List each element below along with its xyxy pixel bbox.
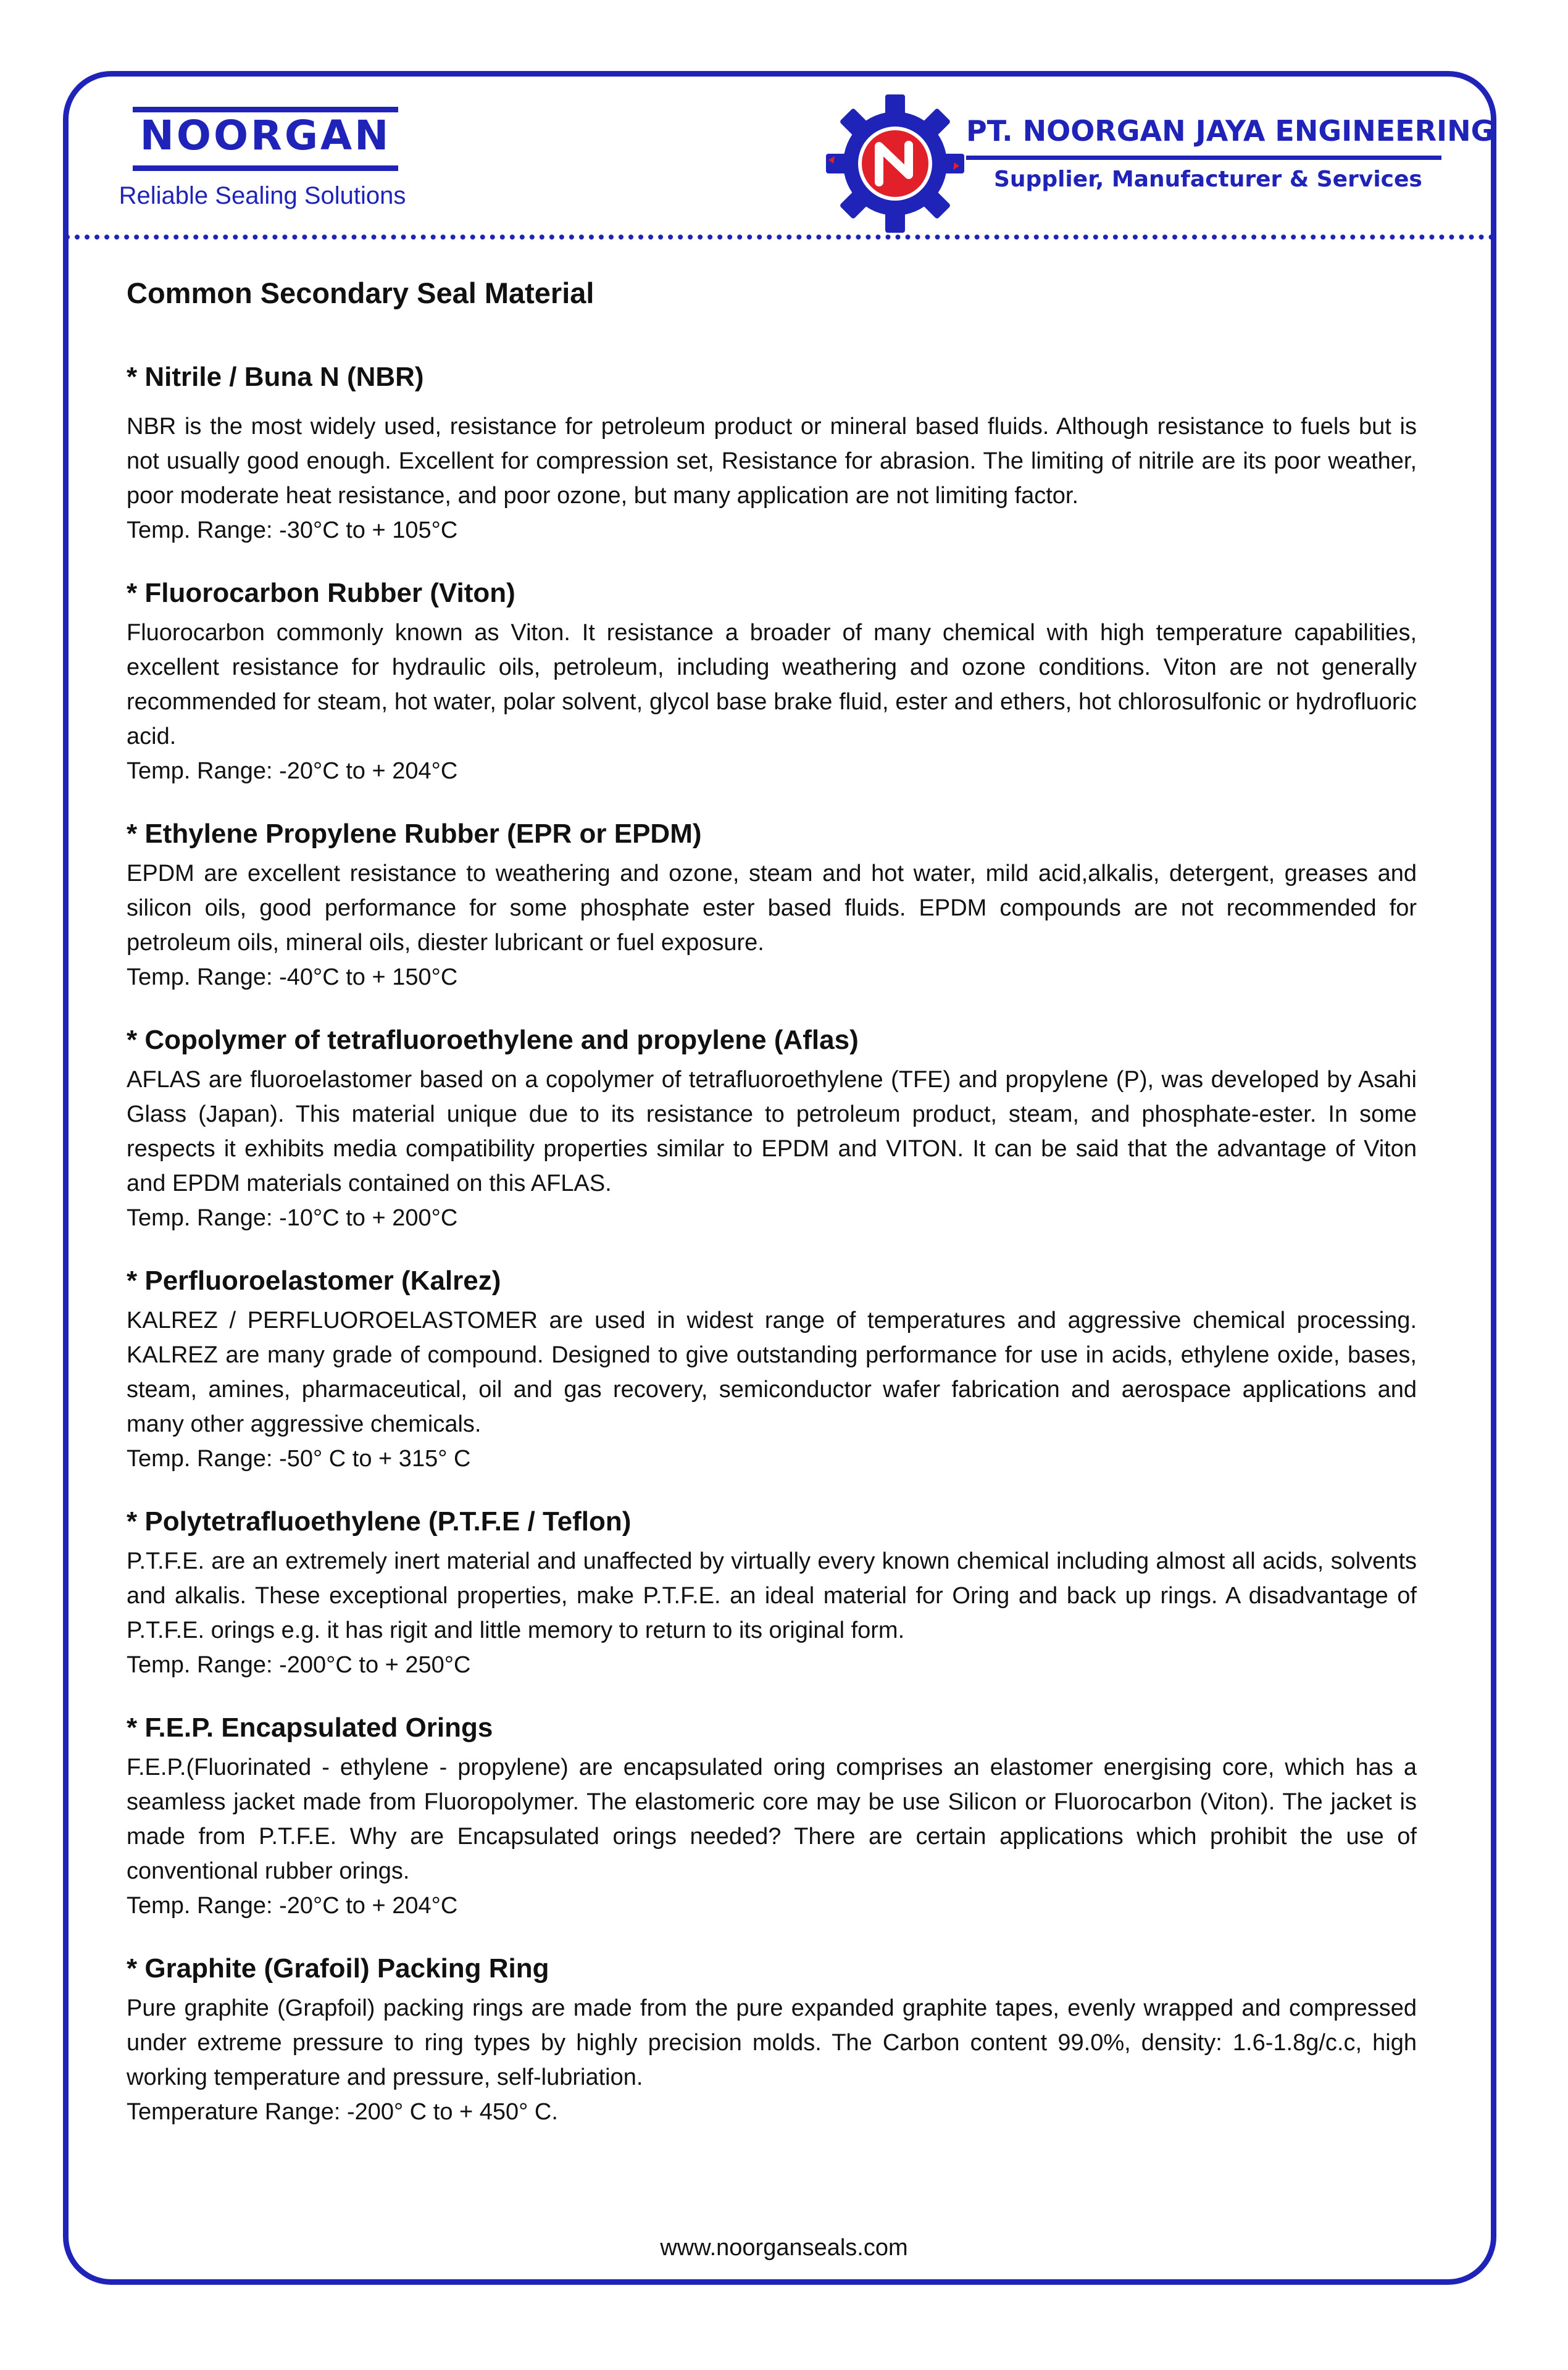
section-nbr — [127, 355, 1417, 548]
section-epdm — [127, 812, 1417, 995]
section-temp-range: Temp. Range: -20°C to + 204°C — [127, 758, 458, 784]
section-body: F.E.P.(Fluorinated - ethylene - propylene) are encapsulated oring comprises an elastomer energising core, which has a seamless jacket made from Fluoropolymer. The elastomeric core may be use Silicon or Fluorocarbon (Viton). The jacket is made from P.T.F.E. Why are Encapsulated orings needed? There are certain applications which prohibit the use of conventional rubber orings. — [127, 1755, 1417, 1884]
section-heading: * Graphite (Grafoil) Packing Ring — [127, 1953, 549, 1984]
section-heading: * Nitrile / Buna N (NBR) — [127, 362, 424, 392]
section-body: Fluorocarbon commonly known as Viton. It resistance a broader of many chemical with high temperature capabilities, excellent resistance for hydraulic oils, petroleum, including weathering and ozone conditions. Viton are not generally recommended for steam, hot water, polar solvent, glycol base brake fluid, ester and ethers, hot chlorosulfonic or hydrofluoric acid. — [127, 620, 1417, 749]
section-body: KALREZ / PERFLUOROELASTOMER are used in widest range of temperatures and aggressive chemical processing. KALREZ are many grade of compound. Designed to give outstanding performance for use in acids, ethylene oxide, bases, steam, amines, pharmaceutical, oil and gas recovery, semiconductor wafer fabrication and aerospace applications and many other aggressive chemicals. — [127, 1308, 1417, 1437]
section-temp-range: Temperature Range: -200° C to + 450° C. — [127, 2099, 558, 2125]
logo-wordmark: NOORGAN — [140, 112, 391, 159]
noorgan-logo — [108, 102, 417, 219]
section-ptfe — [127, 1500, 1417, 1682]
company-name: PT. NOORGAN JAYA ENGINEERING — [966, 114, 1495, 148]
header-divider — [65, 235, 1495, 240]
logo-tagline: Reliable Sealing Solutions — [119, 182, 406, 209]
section-temp-range: Temp. Range: -10°C to + 200°C — [127, 1205, 458, 1231]
section-body: Pure graphite (Grapfoil) packing rings are made from the pure expanded graphite tapes, evenly wrapped and compressed under extreme pressure to ring types by highly precision molds. The Carbon content 99.0%, density: 1.6-1.8g/c.c, high working temperature and pressure, self-lubriation. — [127, 1995, 1417, 2090]
gear-emblem-icon — [824, 93, 966, 235]
company-name-underline — [966, 156, 1441, 160]
company-tagline: Supplier, Manufacturer & Services — [994, 167, 1422, 192]
section-body: EPDM are excellent resistance to weathering and ozone, steam and hot water, mild acid,alkalis, detergent, greases and silicon oils, good performance for some phosphate ester based fluids. EPDM compounds are not recommended for petroleum oils, mineral oils, diester lubricant or fuel exposure. — [127, 861, 1417, 956]
logo-bottom-bar — [133, 165, 398, 171]
section-heading: * Perfluoroelastomer (Kalrez) — [127, 1266, 501, 1296]
section-body: P.T.F.E. are an extremely inert material and unaffected by virtually every known chemical including almost all acids, solvents and alkalis. These exceptional properties, make P.T.F.E. an ideal material for Oring and back up rings. A disadvantage of P.T.F.E. orings e.g. it has rigit and little memory to return to its original form. — [127, 1548, 1417, 1643]
section-body: AFLAS are fluoroelastomer based on a copolymer of tetrafluoroethylene (TFE) and propylene (P), was developed by Asahi Glass (Japan). This material unique due to its resistance to petroleum product, steam, and phosphate-ester. In some respects it exhibits media compatibility properties similar to EPDM and VITON. It can be said that the advantage of Viton and EPDM materials contained on this AFLAS. — [127, 1067, 1417, 1196]
section-temp-range: Temp. Range: -40°C to + 150°C — [127, 964, 458, 990]
section-kalrez — [127, 1259, 1417, 1476]
section-graphite — [127, 1946, 1417, 2129]
section-viton — [127, 571, 1417, 788]
section-heading: * Polytetrafluoethylene (P.T.F.E / Teflon) — [127, 1506, 632, 1537]
section-heading: * Copolymer of tetrafluoroethylene and propylene (Aflas) — [127, 1025, 859, 1055]
section-fep — [127, 1706, 1417, 1923]
section-temp-range: Temp. Range: -30°C to + 105°C — [127, 517, 458, 543]
section-temp-range: Temp. Range: -200°C to + 250°C — [127, 1652, 471, 1678]
section-body: NBR is the most widely used, resistance for petroleum product or mineral based fluids. Although resistance to fuels but is not usually good enough. Excellent for compression set, Resistance for abrasion. The limiting of nitrile are its poor weather, poor moderate heat resistance, and poor ozone, but many application are not limiting factor. — [127, 414, 1417, 509]
footer-website-url: www.noorganseals.com — [660, 2235, 908, 2261]
section-temp-range: Temp. Range: -50° C to + 315° C — [127, 1446, 471, 1472]
section-temp-range: Temp. Range: -20°C to + 204°C — [127, 1893, 458, 1919]
document-body — [127, 269, 1417, 2129]
section-aflas — [127, 1018, 1417, 1235]
document-title: Common Secondary Seal Material — [127, 277, 594, 309]
section-heading: * Fluorocarbon Rubber (Viton) — [127, 578, 515, 608]
section-heading: * Ethylene Propylene Rubber (EPR or EPDM) — [127, 819, 702, 849]
section-heading: * F.E.P. Encapsulated Orings — [127, 1713, 493, 1743]
